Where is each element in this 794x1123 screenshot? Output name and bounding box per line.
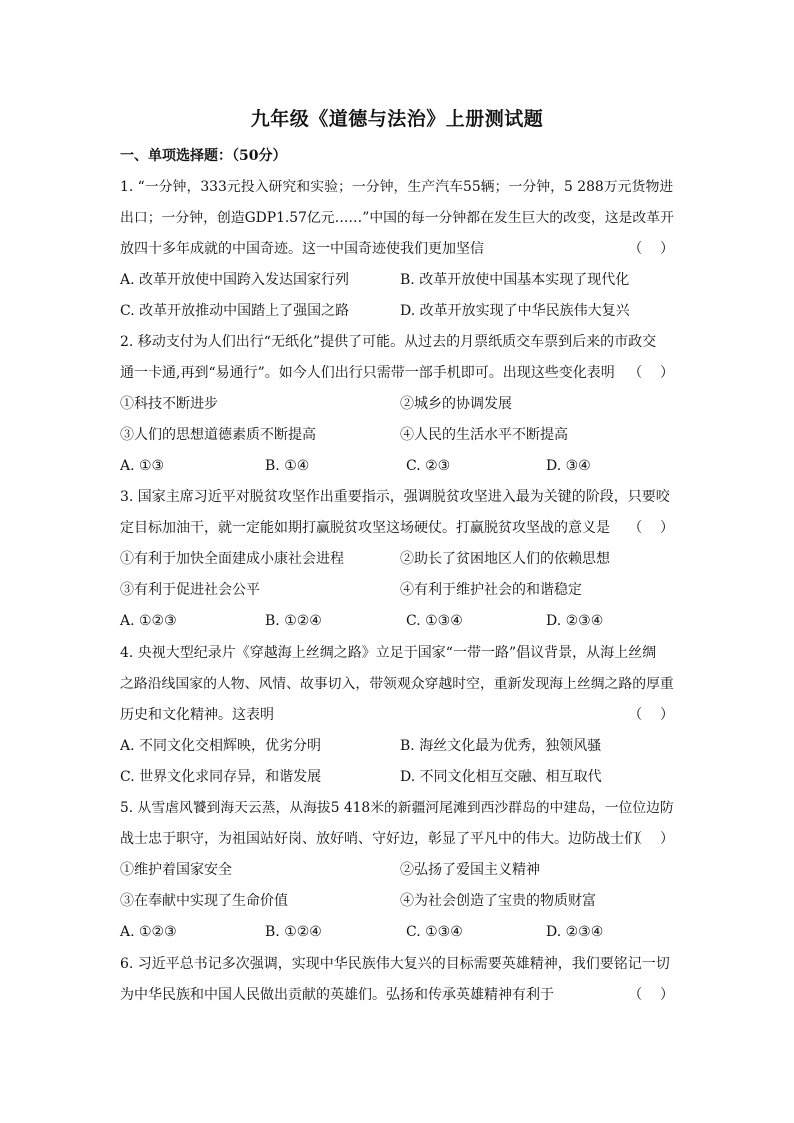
answer-blank: （ ） [628,707,674,723]
question-text: 定目标加油干，就一定能如期打赢脱贫攻坚这场硬仗。打赢脱贫攻坚战的意义是 [120,520,610,536]
question-text: 放四十多年成就的中国奇迹。这一中国奇迹使我们更加坚信 [120,241,484,257]
option-c: C. 世界文化求同存异，和谐发展 [120,769,322,785]
question-line: 5. 从雪虐风饕到海天云蒸，从海拔5 418米的新疆河尾滩到西沙群岛的中建岛，一位位边防 [120,800,674,816]
question-line: 6. 习近平总书记多次强调，实现中华民族伟大复兴的目标需要英雄精神，我们要铭记一切 [120,956,670,972]
statements-row [120,544,680,575]
answer-blank: （ ） [628,365,674,381]
question-1-options [120,265,680,327]
statement-1: ①有利于加快全面建成小康社会进程 [120,551,344,567]
question-line [120,234,674,265]
question-1 [120,172,674,265]
statement-3: ③人们的思想道德素质不断提高 [120,427,316,443]
statement-2: ②弘扬了爱国主义精神 [400,862,540,878]
options-row [120,451,680,482]
statements-row [120,389,680,420]
statement-1: ①科技不断进步 [120,396,218,412]
option-a: A. ①②③ [120,924,177,940]
question-line: 之路沿线国家的人物、风情、故事切入，带领观众穿越时空，重新发现海上丝绸之路的厚重 [120,676,674,692]
option-a: A. ①②③ [120,613,177,629]
answer-blank: （ ） [628,241,674,257]
question-text: 战士忠于职守，为祖国站好岗、放好哨、守好边，彰显了平凡中的伟大。边防战士们 [120,831,638,847]
question-6 [120,949,674,1011]
options-row [120,296,680,327]
option-c: C. ②③ [406,458,451,474]
question-3-statements [120,544,680,637]
answer-blank: （ ） [628,520,674,536]
question-5 [120,793,674,855]
option-b: B. ①④ [265,458,310,474]
option-c: C. 改革开放推动中国踏上了强国之路 [120,303,350,319]
option-a: A. ①③ [120,458,165,474]
option-d: D. 不同文化相互交融、相互取代 [400,769,602,785]
question-line: 出口；一分钟，创造GDP1.57亿元……”中国的每一分钟都在发生巨大的改变，这是改革开 [120,210,674,226]
question-line [120,980,674,1011]
question-line [120,824,674,855]
option-c: C. ①③④ [406,613,463,629]
option-a: A. 改革开放使中国跨入发达国家行列 [120,272,350,288]
question-line: 3. 国家主席习近平对脱贫攻坚作出重要指示，强调脱贫攻坚进入最为关键的阶段，只要咬 [120,489,670,505]
statements-row [120,575,680,606]
question-line [120,700,674,731]
options-row [120,265,680,296]
question-text: 通一卡通,再到“易通行”。如今人们出行只需带一部手机即可。出现这些变化表明 [120,365,615,381]
question-2 [120,327,674,389]
section-heading: 一、单项选择题：（50分） [120,148,287,164]
options-row [120,606,680,637]
question-line [120,358,674,389]
statements-row [120,420,680,451]
option-d: D. ③④ [546,458,591,474]
page-title: 九年级《道德与法治》上册测试题 [250,108,544,130]
option-b: B. 改革开放使中国基本实现了现代化 [400,272,630,288]
question-text: 历史和文化精神。这表明 [120,707,274,723]
question-4 [120,638,674,731]
question-line [120,513,674,544]
option-d: D. ②③④ [546,924,604,940]
statements-row [120,886,680,917]
answer-blank: （ ） [628,831,674,847]
question-2-statements [120,389,680,482]
option-c: C. ①③④ [406,924,463,940]
question-line: 4. 央视大型纪录片《穿越海上丝绸之路》立足于国家“一带一路”倡议背景，从海上丝绸 [120,645,657,661]
statement-2: ②城乡的协调发展 [400,396,512,412]
question-4-options [120,731,680,793]
option-a: A. 不同文化交相辉映，优劣分明 [120,738,322,754]
statement-3: ③有利于促进社会公平 [120,582,260,598]
statement-1: ①维护着国家安全 [120,862,232,878]
question-5-statements [120,855,680,948]
question-line: 1. “一分钟，333元投入研究和实验；一分钟，生产汽车55辆；一分钟，5 288万元货物进 [120,179,674,195]
question-line: 2. 移动支付为人们出行“无纸化”提供了可能。从过去的月票纸质交车票到后来的市政交 [120,334,657,350]
option-d: D. 改革开放实现了中华民族伟大复兴 [400,303,630,319]
options-row [120,917,680,948]
question-3 [120,482,674,544]
option-b: B. 海丝文化最为优秀，独领风骚 [400,738,602,754]
option-b: B. ①②④ [265,924,322,940]
question-text: 为中华民族和中国人民做出贡献的英雄们。弘扬和传承英雄精神有利于 [120,987,554,1003]
statement-2: ②助长了贫困地区人们的依赖思想 [400,551,610,567]
option-b: B. ①②④ [265,613,322,629]
answer-blank: （ ） [628,987,674,1003]
statement-4: ④有利于维护社会的和谐稳定 [400,582,582,598]
option-d: D. ②③④ [546,613,604,629]
statement-4: ④为社会创造了宝贵的物质财富 [400,893,596,909]
statements-row [120,855,680,886]
options-row [120,731,680,762]
statement-3: ③在奉献中实现了生命价值 [120,893,288,909]
options-row [120,762,680,793]
statement-4: ④人民的生活水平不断提高 [400,427,568,443]
